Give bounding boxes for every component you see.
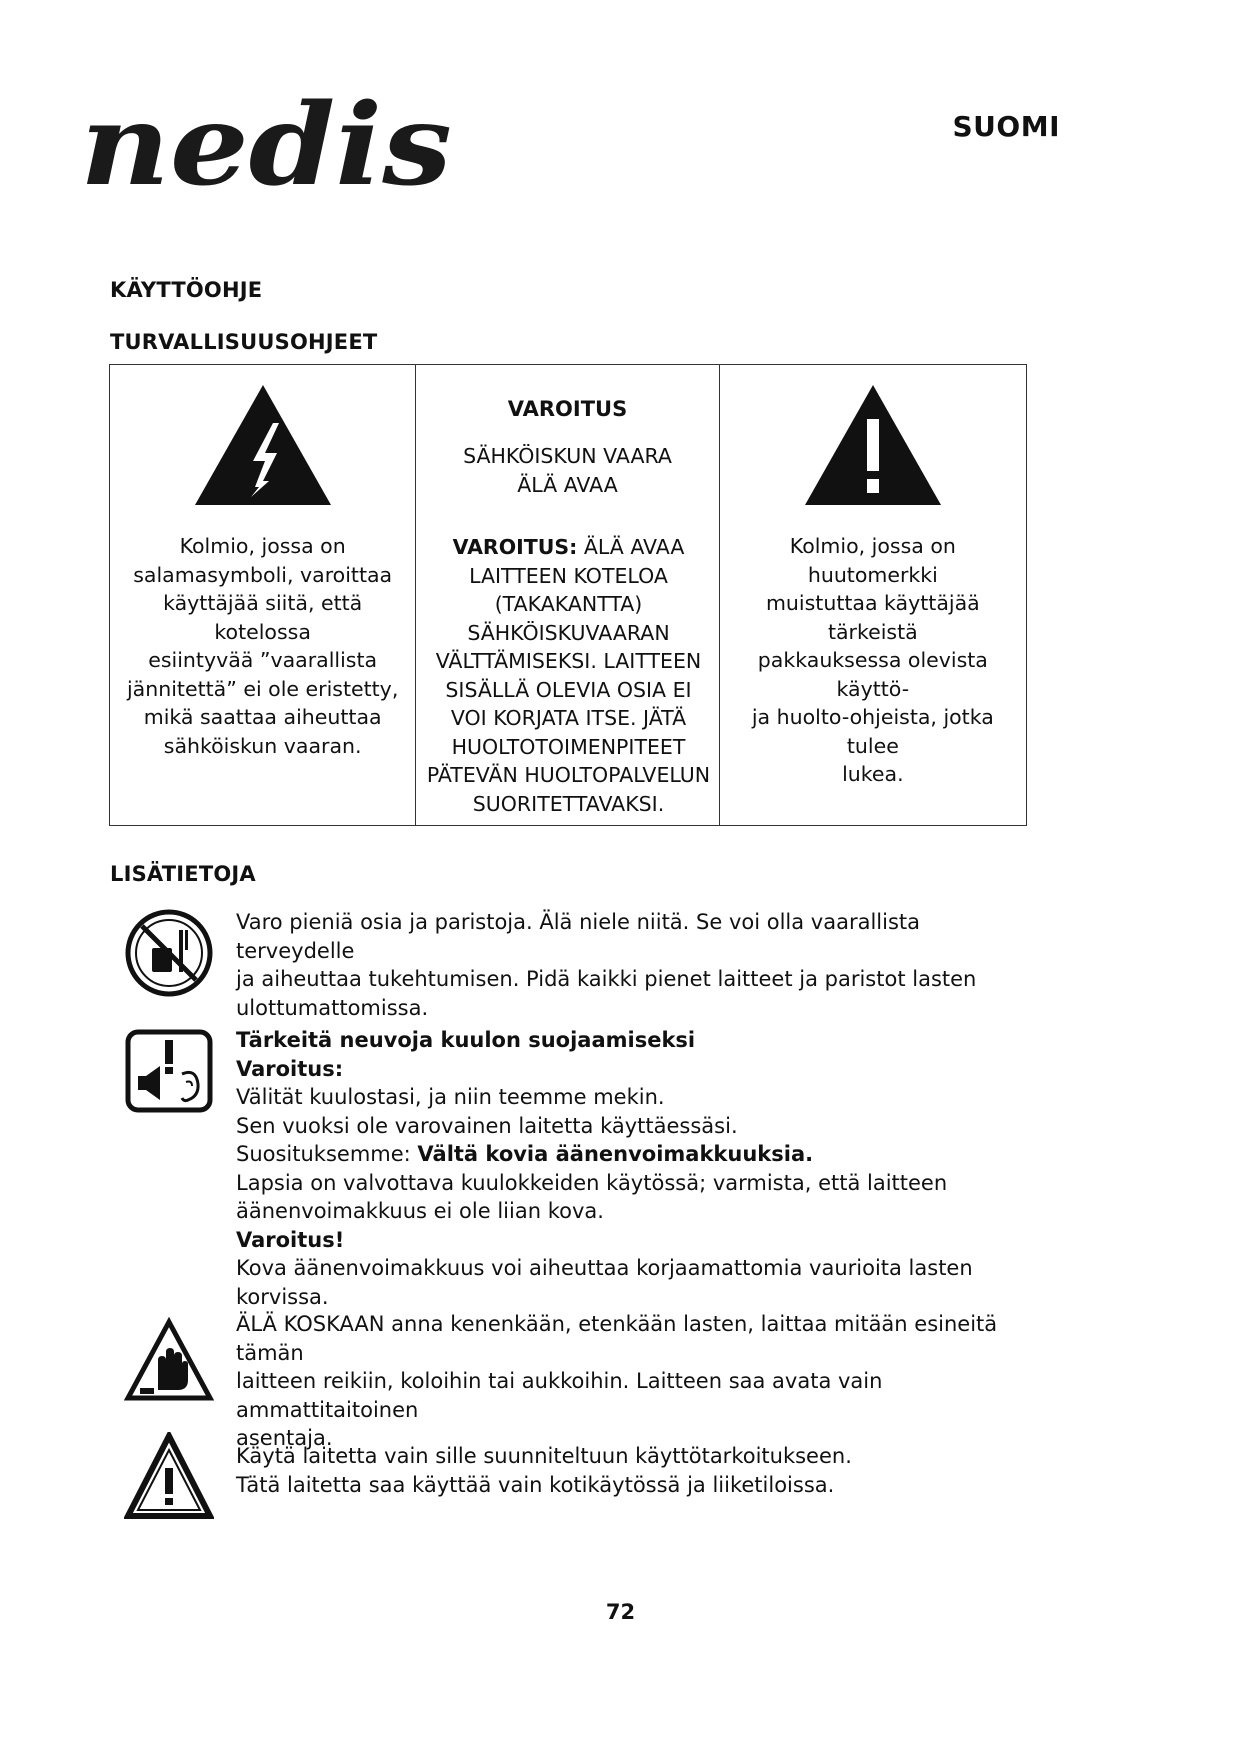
safety-symbols-table [109,364,1027,826]
lightning-cell [110,365,415,825]
lightning-description [118,532,407,760]
warning-line: SÄHKÖISKUVAARAN [467,620,670,645]
recommend-prefix: Suosituksemme: [236,1142,418,1166]
caution-triangle-icon [124,1432,214,1522]
warning-line: VOI KORJATA ITSE. JÄTÄ [450,706,687,730]
recommend-bold: Vältä kovia äänenvoimakkuuksia. [417,1142,814,1166]
lightning-line: käyttäjää siitä, että kotelossa [163,591,363,644]
exclamation-line: lukea. [842,762,904,786]
intended-use-line: Tätä laitetta saa käyttää vain kotikäytössä ja liiketiloissa. [236,1472,835,1497]
hearing-line-1: Välität kuulostasi, ja niin teemme mekin. [236,1085,665,1109]
warning-lead: VAROITUS: [452,535,578,559]
exclamation-cell [719,365,1026,825]
hearing-line-4: äänenvoimakkuus ei ole liian kova. [236,1199,604,1223]
hearing-line-5: Kova äänenvoimakkuus voi aiheuttaa korjaamattomia vaurioita lasten korvissa. [236,1256,973,1309]
warning-cell [415,365,718,825]
page-number: 72 [605,1600,636,1624]
hearing-line-3: Lapsia on valvottava kuulokkeiden käytössä; varmista, että laitteen [236,1170,948,1195]
hearing-title: Tärkeitä neuvoja kuulon suojaamiseksi [236,1028,696,1052]
exclamation-line: muistuttaa käyttäjää tärkeistä [765,591,980,644]
never-insert-line: ÄLÄ KOSKAAN anna kenenkään, etenkään lasten, laittaa mitään esineitä tämän [236,1312,998,1365]
hazard-line: ÄLÄ AVAA [517,472,618,497]
warning-line: LAITTEEN KOTELOA [469,563,668,588]
warning-line: SISÄLLÄ OLEVIA OSIA EI [445,677,692,702]
lightning-line: jännitettä” ei ole eristetty, [126,676,399,701]
intended-use-line: Käytä laitetta vain sille suunniteltuun käyttötarkoitukseen. [236,1444,852,1468]
additional-info-heading: LISÄTIETOJA [110,862,256,886]
svg-text:nedis: nedis [80,92,452,202]
never-insert-line: laitteen reikiin, koloihin tai aukkoihin. Laitteen saa avata vain ammattitaitoinen [236,1369,883,1422]
safety-heading: TURVALLISUUSOHJEET [110,330,378,354]
small-parts-line: ulottumattomissa. [236,995,429,1020]
small-parts-line: Varo pieniä osia ja paristoja. Älä niele niitä. Se voi olla vaarallista terveydelle [236,910,921,963]
warning-line: SUORITETTAVAKSI. [472,791,665,816]
hearing-protection-icon [124,1026,214,1116]
hearing-warning-1: Varoitus: [236,1056,344,1081]
exclamation-line: pakkauksessa olevista käyttö- [757,648,988,701]
small-parts-text [236,908,1036,1022]
never-insert-line: asentaja. [236,1426,333,1450]
warning-body [420,533,716,818]
nedis-logo [78,92,458,202]
no-swallow-icon [124,908,214,998]
lightning-line: sähköiskun vaaran. [163,733,362,758]
lightning-line: esiintyvää ”vaarallista [148,648,378,672]
hearing-text [236,1026,1036,1311]
language-label: SUOMI [952,110,1060,143]
hearing-warning-2: Varoitus! [236,1227,345,1252]
hazard-text [416,442,718,499]
warning-title: VAROITUS [507,397,628,421]
exclamation-line: Kolmio, jossa on huutomerkki [789,534,956,587]
user-manual-heading: KÄYTTÖOHJE [110,278,263,302]
lightning-line: mikä saattaa aiheuttaa [143,705,382,729]
hazard-line: SÄHKÖISKUN VAARA [463,444,672,468]
lightning-triangle-icon [193,383,333,507]
warning-line: (TAKAKANTTA) [494,592,643,616]
warning-line: HUOLTOTOIMENPITEET [451,734,686,759]
hearing-line-2: Sen vuoksi ole varovainen laitetta käyttäessäsi. [236,1113,738,1138]
intended-use-text [236,1442,1036,1499]
hearing-recommendation [236,1140,1036,1169]
lightning-line: salamasymboli, varoittaa [133,562,393,587]
small-parts-line: ja aiheuttaa tukehtumisen. Pidä kaikki pienet laitteet ja paristot lasten [236,967,977,991]
warning-first: ÄLÄ AVAA [577,535,685,559]
exclamation-description [724,532,1022,789]
never-insert-text [236,1310,1036,1453]
exclamation-line: ja huolto-ohjeista, jotka tulee [751,705,994,758]
warning-line: VÄLTTÄMISEKSI. LAITTEEN [435,649,702,673]
warning-line: PÄTEVÄN HUOLTOPALVELUN [426,763,711,787]
exclamation-triangle-icon [803,383,943,507]
lightning-line: Kolmio, jossa on [179,534,346,558]
warning-first-line [420,533,716,562]
no-insert-hand-icon [124,1316,214,1406]
